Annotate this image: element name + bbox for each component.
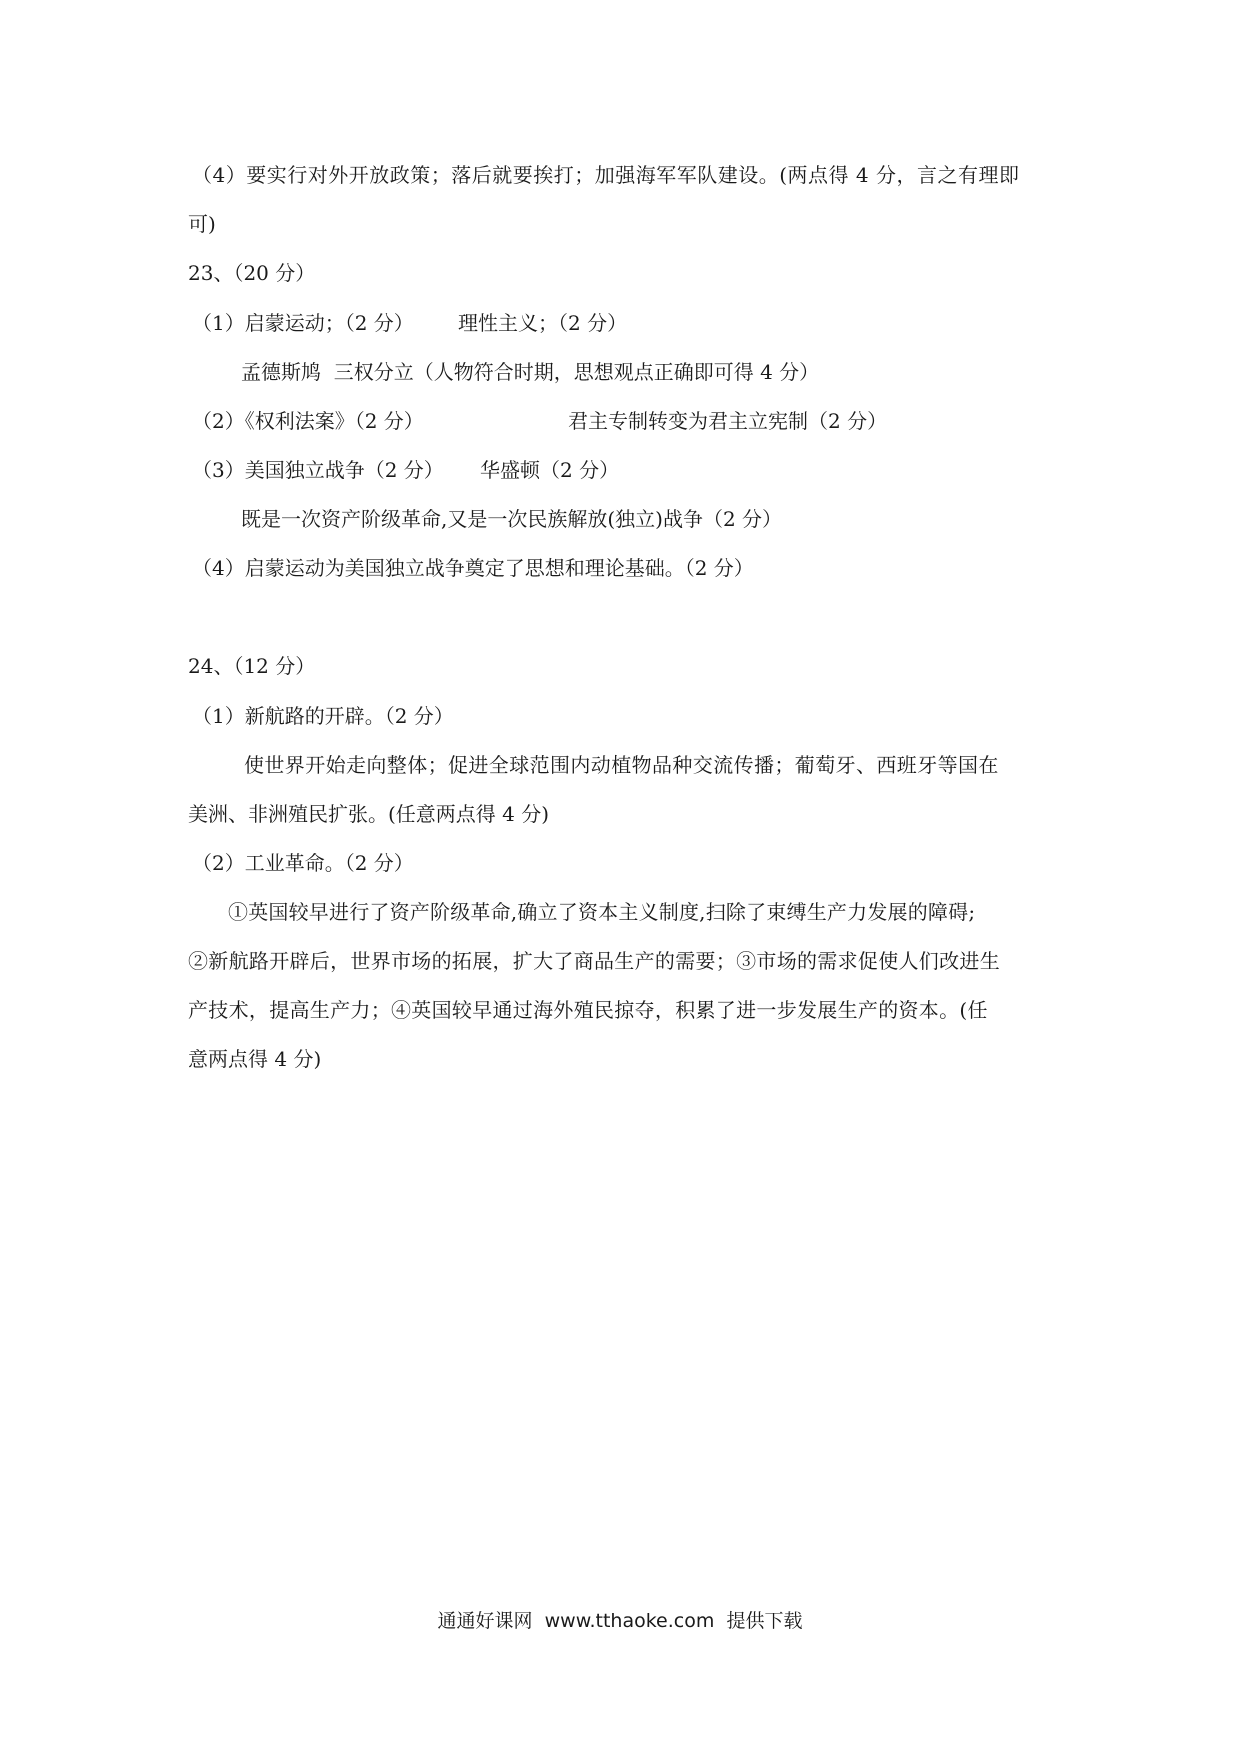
q23-part3-answer-a: （3）美国独立战争（2 分） bbox=[192, 458, 444, 482]
q24-part2-detail-line2: ②新航路开辟后，世界市场的拓展，扩大了商品生产的需要；③市场的需求促使人们改进生 bbox=[188, 949, 1000, 973]
q24-part1-detail-line2: 美洲、非洲殖民扩张。(任意两点得 4 分) bbox=[188, 802, 550, 826]
q23-part4: （4）启蒙运动为美国独立战争奠定了思想和理论基础。（2 分） bbox=[192, 556, 754, 580]
q24-part1: （1）新航路的开辟。（2 分） bbox=[192, 704, 454, 728]
q24-part1-detail-line1: 使世界开始走向整体；促进全球范围内动植物品种交流传播；葡萄牙、西班牙等国在 bbox=[244, 753, 999, 777]
q24-heading: 24、（12 分） bbox=[188, 654, 316, 678]
q24-part2-detail-line1: ①英国较早进行了资产阶级革命,确立了资本主义制度,扫除了束缚生产力发展的障碍; bbox=[228, 900, 976, 924]
q22-part4-line1: （4）要实行对外开放政策；落后就要挨打；加强海军军队建设。(两点得 4 分，言之有理即 bbox=[192, 163, 1020, 187]
footer-text: 通通好课网 www.tthaoke.com 提供下载 bbox=[437, 1610, 803, 1632]
q24-part2-detail-line4: 意两点得 4 分) bbox=[188, 1047, 322, 1071]
q22-part4-line2: 可) bbox=[188, 212, 216, 236]
q23-part1-answer-b: 理性主义；（2 分） bbox=[458, 311, 628, 335]
q23-part1-answer-a: （1）启蒙运动；（2 分） bbox=[192, 311, 414, 335]
q23-part2-answer-b: 君主专制转变为君主立宪制（2 分） bbox=[568, 409, 888, 433]
q23-part2-answer-a: （2）《权利法案》（2 分） bbox=[192, 409, 424, 433]
q23-part1-detail: 孟德斯鸠 三权分立（人物符合时期，思想观点正确即可得 4 分） bbox=[241, 360, 820, 384]
q23-part3-answer-b: 华盛顿（2 分） bbox=[480, 458, 620, 482]
q24-part2-detail-line3: 产技术，提高生产力；④英国较早通过海外殖民掠夺，积累了进一步发展生产的资本。(任 bbox=[188, 998, 988, 1022]
q23-heading: 23、（20 分） bbox=[188, 261, 316, 285]
q23-part3-detail: 既是一次资产阶级革命,又是一次民族解放(独立)战争（2 分） bbox=[241, 507, 783, 531]
q24-part2: （2）工业革命。（2 分） bbox=[192, 851, 414, 875]
